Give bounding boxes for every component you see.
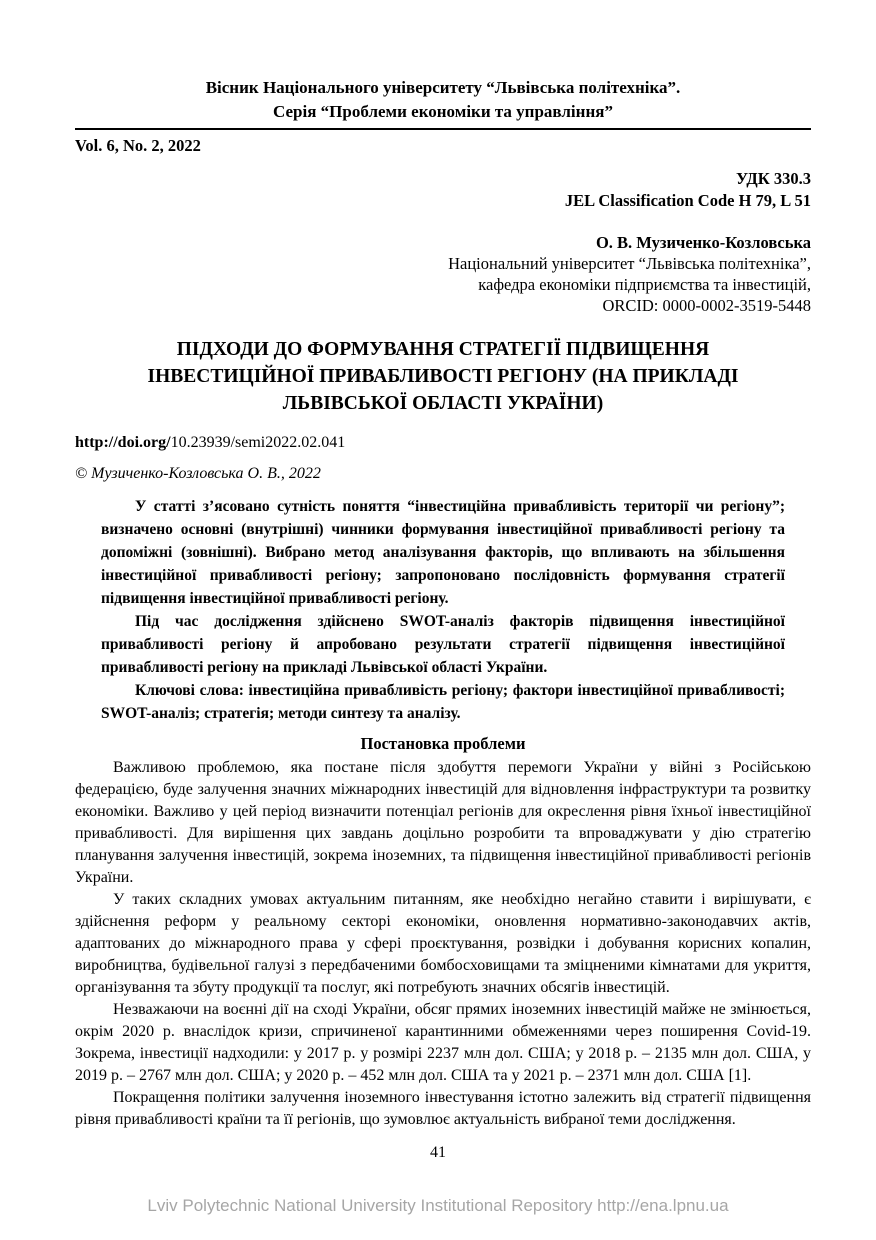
journal-title-line1: Вісник Національного університету “Львівська політехніка”. (205, 78, 681, 97)
abstract-paragraph-2: Під час дослідження здійснено SWOT-аналіз факторів підвищення інвестиційної привабливості регіону й апробовано результати стратегії підвищення інвестиційної привабливості регіону на прикладі Львівської області України. (101, 613, 785, 676)
page-number: 41 (430, 1144, 446, 1161)
page-content (75, 76, 811, 1131)
author-block (75, 232, 811, 316)
udk-code: УДК 330.3 (735, 169, 811, 188)
author-affiliation-1: Національний університет “Львівська політехніка”, (448, 254, 811, 273)
body-text (75, 757, 811, 1131)
doi-suffix: 10.23939/semi2022.02.041 (170, 434, 346, 451)
journal-header (75, 76, 811, 124)
abstract-paragraph-1: У статті з’ясовано сутність поняття “інвестиційна привабливість території чи регіону”; визначено основні (внутрішні) чинники формування інвестиційної привабливості регіону та допоміжні (зовнішні). Вибрано метод аналізування факторів, що впливають на збільшення інвестиційної привабливості регіону; запропоновано послідовність формування стратегії підвищення інвестиційної привабливості регіону. (101, 498, 785, 607)
body-paragraph-2: У таких складних умовах актуальним питанням, яке необхідно негайно ставити і вирішувати, є здійснення реформ у реальному секторі економіки, оновлення нормативно-законодавчих актів, адаптованих до міжнародного права у сфері проєктування, розвідки і добування корисних копалин, виробництва, будівельної галузі з передбаченими бомбосховищами та зміцненими кімнатами для укриття, організування та збуту продукції та послуг, які потребують значних обсягів інвестицій. (75, 891, 811, 996)
body-paragraph-1: Важливою проблемою, яка постане після здобуття перемоги України у війні з Російською федерацією, буде залучення значних міжнародних інвестицій для відновлення інфраструктури та розвитку економіки. Важливо у цей період визначити потенціал регіонів для окреслення рівня їхньої інвестиційної привабливості. Для вирішення цих завдань доцільно розробити та впроваджувати у дію стратегію планування залучення інвестицій, зокрема іноземних, та підвищення інвестиційної привабливості регіонів України. (75, 759, 811, 886)
body-paragraph-4: Покращення політики залучення іноземного інвестування істотно залежить від стратегії підвищення рівня привабливості країни та її регіонів, що зумовлює актуальність вибраної теми дослідження. (75, 1089, 811, 1128)
abstract-keywords: Ключові слова: інвестиційна привабливість регіону; фактори інвестиційної привабливості; SWOT-аналіз; стратегія; методи синтезу та аналізу. (101, 682, 785, 722)
repository-footer: Lviv Polytechnic National University Institutional Repository http://ena.lpnu.ua (147, 1196, 729, 1215)
article-title-line3: ЛЬВІВСЬКОЇ ОБЛАСТІ УКРАЇНИ) (282, 393, 604, 414)
doi-prefix: http://doi.org/ (75, 434, 171, 451)
author-affiliation-2: кафедра економіки підприємства та інвестицій, (478, 275, 811, 294)
section-heading: Постановка проблеми (360, 734, 526, 753)
classification-block (75, 168, 811, 212)
author-name: О. В. Музиченко-Козловська (595, 233, 811, 252)
article-title-line2: ІНВЕСТИЦІЙНОЇ ПРИВАБЛИВОСТІ РЕГІОНУ (НА ПРИКЛАДІ (147, 366, 739, 387)
body-paragraph-3: Незважаючи на воєнні дії на сході України, обсяг прямих іноземних інвестицій майже не змінюється, окрім 2020 р. внаслідок кризи, спричиненої карантинними обмеженнями через поширення Covid-19. Зокрема, інвестиції надходили: у 2017 р. у розмірі 2237 млн дол. США; у 2018 р. – 2135 млн дол. США, у 2019 р. – 2767 млн дол. США; у 2020 р. – 452 млн дол. США та у 2021 р. – 2371 млн дол. США [1]. (75, 1001, 811, 1084)
author-orcid: ORCID: 0000-0002-3519-5448 (602, 296, 811, 315)
header-rule (75, 128, 811, 130)
copyright-notice: © Музиченко-Козловська О. В., 2022 (75, 465, 321, 482)
doi-line (75, 432, 811, 453)
volume-info: Vol. 6, No. 2, 2022 (75, 136, 201, 155)
article-title-line1: ПІДХОДИ ДО ФОРМУВАННЯ СТРАТЕГІЇ ПІДВИЩЕННЯ (176, 339, 710, 360)
jel-code: JEL Classification Code H 79, L 51 (564, 191, 811, 210)
abstract (101, 495, 785, 725)
journal-title-line2: Серія “Проблеми економіки та управління” (273, 102, 613, 121)
article-title (75, 336, 811, 417)
